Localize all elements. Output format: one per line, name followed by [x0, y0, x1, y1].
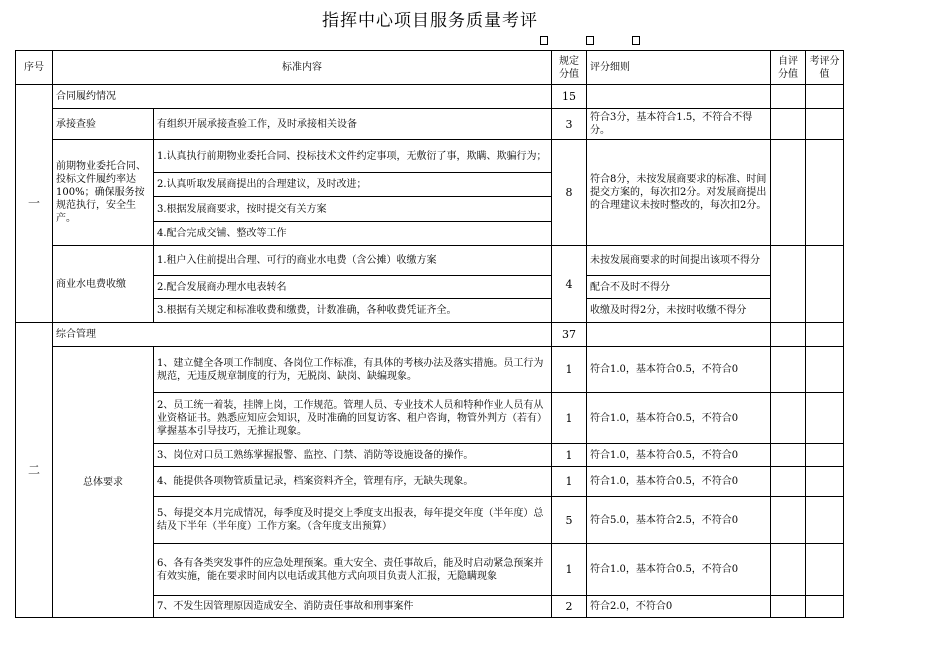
table-row — [16, 246, 844, 276]
header-content: 标准内容 — [53, 51, 552, 85]
item-text: 2.认真听取发展商提出的合理建议，及时改进； — [154, 173, 552, 197]
section-row — [16, 323, 844, 347]
section-score: 15 — [552, 85, 587, 109]
header-seq: 序号 — [16, 51, 53, 85]
item-text: 3、岗位对口员工熟练掌握报警、监控、门禁、消防等设施设备的操作。 — [154, 444, 552, 467]
table-row — [16, 140, 844, 173]
section-number: 二 — [16, 323, 53, 618]
page-title: 指挥中心项目服务质量考评 — [322, 11, 538, 31]
item-score: 2 — [552, 596, 587, 618]
item-score: 8 — [552, 140, 587, 246]
item-text: 有组织开展承接查验工作，及时承接相关设备 — [154, 109, 552, 140]
item-text: 6、各有各类突发事件的应急处理预案。重大安全、责任事故后，能及时启动紧急预案并有效实施，能在要求时间内以电话或其他方式向项目负责人汇报，无隐瞒现象 — [154, 544, 552, 596]
item-score: 1 — [552, 467, 587, 497]
section-number: 一 — [16, 85, 53, 323]
item-text: 1.租户入住前提出合理、可行的商业水电费（含公摊）收缴方案 — [154, 246, 552, 276]
item-text: 1、建立健全各项工作制度、各岗位工作标准，有具体的考核办法及落实措施。员工行为规范，无违反规章制度的行为，无脱岗、缺岗、缺编现象。 — [154, 347, 552, 393]
header-self: 自评分值 — [771, 51, 806, 85]
section-name: 综合管理 — [53, 323, 552, 347]
item-score: 1 — [552, 544, 587, 596]
item-detail: 配合不及时不得分 — [587, 276, 771, 299]
item-detail: 符合1.0，基本符合0.5，不符合0 — [587, 467, 771, 497]
item-score: 1 — [552, 393, 587, 444]
header-score: 规定分值 — [552, 51, 587, 85]
placeholder-boxes — [540, 36, 678, 48]
item-text: 4.配合完成交铺、整改等工作 — [154, 222, 552, 246]
item-detail: 符合1.0，基本符合0.5，不符合0 — [587, 444, 771, 467]
header-row — [16, 51, 844, 85]
section-score: 37 — [552, 323, 587, 347]
item-detail: 收缴及时得2分，未按时收缴不得分 — [587, 299, 771, 323]
evaluation-table — [15, 50, 844, 618]
box-icon — [586, 36, 594, 45]
item-text: 7、不发生因管理原因造成安全、消防责任事故和刑事案件 — [154, 596, 552, 618]
item-text: 3.根据有关规定和标准收费和缴费，计数准确，各种收费凭证齐全。 — [154, 299, 552, 323]
item-text: 2、员工统一着装，挂牌上岗，工作规范。管理人员、专业技术人员和特种作业人员有从业资格证书。熟悉应知应会知识，及时准确的回复访客、租户咨询，物管外判方（若有）掌握基本引导技巧，无推让现象。 — [154, 393, 552, 444]
item-detail: 符合2.0，不符合0 — [587, 596, 771, 618]
category: 总体要求 — [53, 347, 154, 618]
item-text: 1.认真执行前期物业委托合同、投标技术文件约定事项，无敷衍了事，欺瞒、欺骗行为； — [154, 140, 552, 173]
item-detail: 符合1.0，基本符合0.5，不符合0 — [587, 347, 771, 393]
section-name: 合同履约情况 — [53, 85, 552, 109]
item-score: 4 — [552, 246, 587, 323]
item-score: 1 — [552, 444, 587, 467]
category: 承接查验 — [53, 109, 154, 140]
table-row — [16, 347, 844, 393]
item-text: 4、能提供各项物管质量记录，档案资料齐全，管理有序，无缺失现象。 — [154, 467, 552, 497]
header-detail: 评分细则 — [587, 51, 771, 85]
table-row — [16, 109, 844, 140]
item-detail: 符合1.0，基本符合0.5，不符合0 — [587, 393, 771, 444]
item-text: 5、每提交本月完成情况，每季度及时提交上季度支出报表，每年提交年度（半年度）总结及下半年（半年度）工作方案。（含年度支出预算） — [154, 497, 552, 544]
item-score: 3 — [552, 109, 587, 140]
box-icon — [540, 36, 548, 45]
category: 前期物业委托合同、投标文件履约率达100%；确保服务按规范执行，安全生产。 — [53, 140, 154, 246]
item-detail: 未按发展商要求的时间提出该项不得分 — [587, 246, 771, 276]
item-text: 3.根据发展商要求，按时提交有关方案 — [154, 197, 552, 222]
item-text: 2.配合发展商办理水电表转名 — [154, 276, 552, 299]
category: 商业水电费收缴 — [53, 246, 154, 323]
item-detail: 符合3分，基本符合1.5，不符合不得分。 — [587, 109, 771, 140]
item-score: 5 — [552, 497, 587, 544]
section-row — [16, 85, 844, 109]
header-assess: 考评分值 — [806, 51, 844, 85]
item-score: 1 — [552, 347, 587, 393]
item-detail: 符合5.0，基本符合2.5，不符合0 — [587, 497, 771, 544]
item-detail: 符合1.0，基本符合0.5，不符合0 — [587, 544, 771, 596]
item-detail: 符合8分，未按发展商要求的标准、时间提交方案的，每次扣2分。对发展商提出的合理建议未按时整改的，每次扣2分。 — [587, 140, 771, 246]
box-icon — [632, 36, 640, 45]
